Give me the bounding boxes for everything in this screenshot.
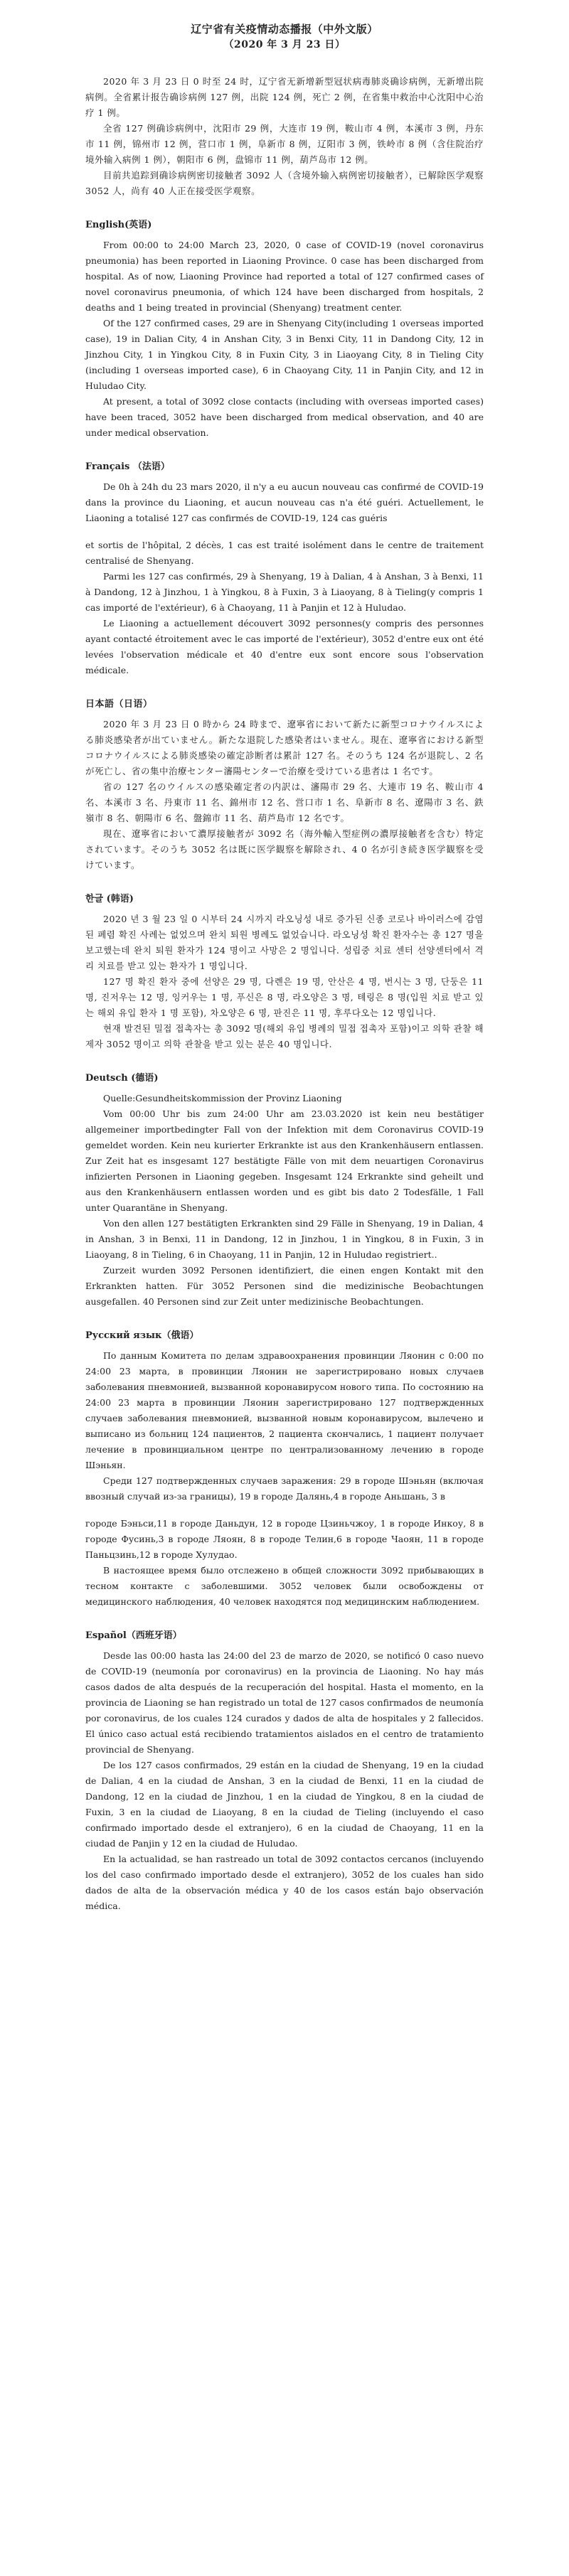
french-paragraph-3: Parmi les 127 cas confirmés, 29 à Shenyang, 19 à Dalian, 4 à Anshan, 3 à Benxi, 11 à Dandong, 12 à Jinzhou, 1 à Yingkou, 8 à Fuxin, 3 à Liaoyang, 8 à Tieling(y compris 1 cas importé de l'extérieur), 6 à Chaoyang, 11 à Panjin et 12 à Huludao.: [85, 571, 484, 613]
section-russian: [85, 1328, 484, 1610]
spanish-paragraph-2: De los 127 casos confirmados, 29 están en la ciudad de Shenyang, 19 en la ciudad de Dalian, 4 en la ciudad de Anshan, 3 en la ciudad de Benxi, 11 en la ciudad de Dandong, 12 en la ciudad de Jinzhou, 1 en la ciudad de Yingkou, 8 en la ciudad de Fuxin, 3 en la ciudad de Liaoyang, 8 en la ciudad de Tieling (incluyendo el caso confirmado importado desde el extranjero), 6 en la ciudad de Chaoyang, 11 en la ciudad de Panjin y 12 en la ciudad de Huludao.: [85, 1760, 484, 1849]
korean-paragraph-3: 현재 발견된 밀접 접촉자는 총 3092 명(해외 유입 병례의 밀접 접촉자 포함)이고 의학 관찰 해제자 3052 명이고 의학 관찰을 받고 있는 분은 40 명입니다.: [85, 1023, 484, 1049]
japanese-paragraph-1: 2020 年 3 月 23 日 0 時から 24 時まで、遼寧省において新たに新型コロナウイルスによる肺炎感染者が出ていません。新たな退院した感染者はいません。現在、遼寧省における新型コロナウイルスによる肺炎感染の確定診断者は累計 127 名。そのうち 124 名が退院し、2 名が死亡し、省の集中治療センター瀋陽センターで治療を受けている患者は 1 名です。: [85, 719, 484, 776]
russian-paragraph-2: Среди 127 подтвержденных случаев заражения: 29 в городе Шэньян (включая ввозный случай из-за границы), 19 в городе Далянь,4 в городе Аньшань, 3 в: [85, 1475, 484, 1502]
section-japanese: [85, 697, 484, 873]
section-heading-english: English(英语): [85, 220, 152, 230]
german-source-line: Quelle:Gesundheitskommission der Provinz Liaoning: [103, 1093, 342, 1103]
korean-paragraph-1: 2020 년 3 월 23 일 0 시부터 24 시까지 라오닝성 내로 증가된 신종 코로나 바이러스에 감염된 폐렴 확진 사례는 없었으며 완치 퇴원 병례도 없었습니다. 라오닝성 확진 환자수는 총 127 명을 보고했는데 완치 퇴원 환자가 124 명이고 사망은 2 명입니다. 성립중 치료 센터 선양센터에서 격리 치료를 받고 있는 환자가 1 명입니다.: [85, 914, 484, 971]
section-korean: [85, 892, 484, 1052]
section-heading-korean: 한글 (韩语): [85, 894, 134, 904]
spanish-paragraph-3: En la actualidad, se han rastreado un total de 3092 contactos cercanos (incluyendo los del caso confirmado importado desde el extranjero), 3052 de los cuales han sido dados de alta de la observación médica y 40 de los casos están bajo observación médica.: [85, 1854, 484, 1911]
section-heading-german: Deutsch (德语): [85, 1073, 159, 1084]
bulletin-date: （2020 年 3 月 23 日）: [223, 39, 346, 50]
chinese-paragraph-2: 全省 127 例确诊病例中，沈阳市 29 例，大连市 19 例，鞍山市 4 例，本溪市 3 例，丹东市 11 例，锦州市 12 例，营口市 1 例，阜新市 8 例，辽阳市 3 例，铁岭市 8 例（含住院治疗境外输入病例 1 例），朝阳市 6 例，盘锦市 11 例，葫芦岛市 12 例。: [85, 123, 484, 165]
chinese-paragraph-3: 目前共追踪到确诊病例密切接触者 3092 人（含境外输入病例密切接触者），已解除医学观察 3052 人，尚有 40 人正在接受医学观察。: [85, 170, 484, 196]
section-heading-french: Français （法语）: [85, 461, 170, 472]
section-french: [85, 459, 484, 678]
section-chinese: [85, 74, 484, 199]
russian-paragraph-1: По данным Комитета по делам здравоохранения провинции Ляонин с 0:00 по 24:00 23 марта, в провинции Ляонин не зарегистрировано новых случаев заболевания пневмонией, вызванной коронавирусом нового типа. По состоянию на 24:00 23 марта в провинции Ляонин зарегистрировано 127 подтвержденных случаев заболевания пневмонией, вызванной новым коронавирусом, вылечено и выписано из больниц 124 пациентов, 2 пациента скончались, 1 пациент получает лечение в провинциальном центре по централизованному лечению в городе Шэньян.: [85, 1350, 484, 1470]
russian-paragraph-4: В настоящее время было отслежено в общей сложности 3092 прибывающих в тесном контакте с заболевшими. 3052 человек были освобождены от медицинского наблюдения, 40 человек находятся под медицинским наблюдением.: [85, 1565, 484, 1607]
french-paragraph-4: Le Liaoning a actuellement découvert 3092 personnes(y compris des personnes ayant contacté étroitement avec le cas importé de l'extérieur), 3052 d'entre eux ont été levées l'observation médicale et 40 d'entre eux sont encore sous l'observation médicale.: [85, 618, 484, 675]
english-paragraph-3: At present, a total of 3092 close contacts (including with overseas imported cases) have been traced, 3052 have been discharged from medical observation, and 40 are under medical observation.: [85, 396, 484, 438]
german-paragraph-1: Vom 00:00 Uhr bis zum 24:00 Uhr am 23.03.2020 ist kein neu bestätiger allgemeiner importbedingter Fall von der Infektion mit dem Coronavirus COVID-19 gemeldet worden. Kein neu kurierter Erkrankte ist aus den Krankenhäusern entlassen. Zur Zeit hat es insgesamt 127 bestätigte Fälle von mit dem neuartigen Coronavirus infizierten Personen in Liaoning gegeben. Insgesamt 124 Erkrankte sind geheilt und aus den Krankenhäusern entlassen worden und es gibt bis dato 2 Todesfälle, 1 Fall unter Quarantäne in Shenyang.: [85, 1108, 484, 1213]
russian-paragraph-3: городе Бэньси,11 в городе Даньдун, 12 в городе Цзиньчжоу, 1 в городе Инкоу, 8 в городе Фусинь,3 в городе Ляоян, 8 в городе Телин,6 в городе Чаоян, 11 в городе Паньцзинь,12 в городе Хулудао.: [85, 1518, 484, 1560]
japanese-paragraph-2: 省の 127 名のウイルスの感染確定者の内訳は、瀋陽市 29 名、大連市 19 名、鞍山市 4 名、本溪市 3 名、丹東市 11 名、錦州市 12 名、営口市 1 名、阜新市 8 名、遼陽市 3 名、鉄嶺市 8 名、朝陽市 6 名、盤錦市 11 名、葫芦島市 12 名です。: [85, 781, 484, 823]
section-spanish: [85, 1628, 484, 1914]
english-paragraph-2: Of the 127 confirmed cases, 29 are in Shenyang City(including 1 overseas imported case), 19 in Dalian City, 4 in Anshan City, 3 in Benxi City, 11 in Dandong City, 12 in Jinzhou City, 1 in Yingkou City, 8 in Fuxin City, 3 in Liaoyang City, 8 in Tieling City (including 1 overseas imported case), 6 in Chaoyang City, 11 in Panjin City, and 12 in Huludao City.: [85, 318, 484, 391]
japanese-paragraph-3: 現在、遼寧省において濃厚接触者が 3092 名（海外輸入型症例の濃厚接触者を含む）特定されています。そのうち 3052 名は既に医学観察を解除され、4 0 名が引き続き医学観察を受けています。: [85, 828, 484, 870]
section-english: [85, 218, 484, 441]
bulletin-header: [85, 21, 484, 53]
spanish-paragraph-1: Desde las 00:00 hasta las 24:00 del 23 de marzo de 2020, se notificó 0 caso nuevo de COVID-19 (neumonía por coronavirus) en la provincia de Liaoning. No hay más casos dados de alta después de la recuperación del hospital. Hasta el momento, en la provincia de Liaoning se han registrado un total de 127 casos confirmados de neumonía por coronavirus, de los cuales 124 curados y dados de alta de hospitales y 2 fallecidos. El único caso actual está recibiendo tratamientos aislados en el centro de tratamiento provincial de Shenyang.: [85, 1650, 484, 1755]
german-paragraph-2: Von den allen 127 bestätigten Erkrankten sind 29 Fälle in Shenyang, 19 in Dalian, 4 in Anshan, 3 in Benxi, 11 in Dandong, 12 in Jinzhou, 1 in Yingkou, 8 in Fuxin, 3 in Liaoyang, 8 in Tieling, 6 in Chaoyang, 11 in Panjin, 12 in Huludao registriert..: [85, 1218, 484, 1260]
french-paragraph-2: et sortis de l'hôpital, 2 décès, 1 cas est traité isolément dans le centre de traitement centralisé de Shenyang.: [85, 540, 484, 566]
section-german: [85, 1071, 484, 1310]
english-paragraph-1: From 00:00 to 24:00 March 23, 2020, 0 case of COVID-19 (novel coronavirus pneumonia) has been reported in Liaoning Province. 0 case has been discharged from hospital. As of now, Liaoning Province had reported a total of 127 confirmed cases of novel coronavirus pneumonia, of which 124 have been discharged from hospitals, 2 deaths and 1 being treated in provincial (Shenyang) treatment center.: [85, 240, 484, 313]
korean-paragraph-2: 127 명 확진 환자 중에 선양은 29 명, 다롄은 19 명, 안산은 4 명, 번시는 3 명, 단둥은 11 명, 진저우는 12 명, 잉커우는 1 명, 푸신은 8 명, 라오양은 3 명, 톄링은 8 명(입원 치료 받고 있는 해외 유입 환자 1 명 포함), 차오양은 6 명, 판진은 11 명, 후루다오는 12 명입니다.: [85, 976, 484, 1018]
german-paragraph-3: Zurzeit wurden 3092 Personen identifiziert, die einen engen Kontakt mit den Erkrankten hatten. Für 3052 Personen sind die medizinische Beobachtungen ausgefallen. 40 Personen sind zur Zeit unter medizinische Beobachtungen.: [85, 1265, 484, 1307]
section-heading-japanese: 日本語（日语）: [85, 699, 153, 710]
page-title: 辽宁省有关疫情动态播报（中外文版）: [191, 23, 378, 36]
section-heading-spanish: Español（西班牙语）: [85, 1630, 182, 1641]
chinese-paragraph-1: 2020 年 3 月 23 日 0 时至 24 时，辽宁省无新增新型冠状病毒肺炎确诊病例，无新增出院病例。全省累计报告确诊病例 127 例，出院 124 例，死亡 2 例，在省集中救治中心沈阳中心治疗 1 例。: [85, 76, 484, 118]
french-paragraph-1: De 0h à 24h du 23 mars 2020, il n'y a eu aucun nouveau cas confirmé de COVID-19 dans la province du Liaoning, et aucun nouveau cas n'a été guéri. Actuellement, le Liaoning a totalisé 127 cas confirmés de COVID-19, 124 cas guéris: [85, 481, 484, 523]
section-heading-russian: Русский язык（俄语）: [85, 1330, 199, 1341]
